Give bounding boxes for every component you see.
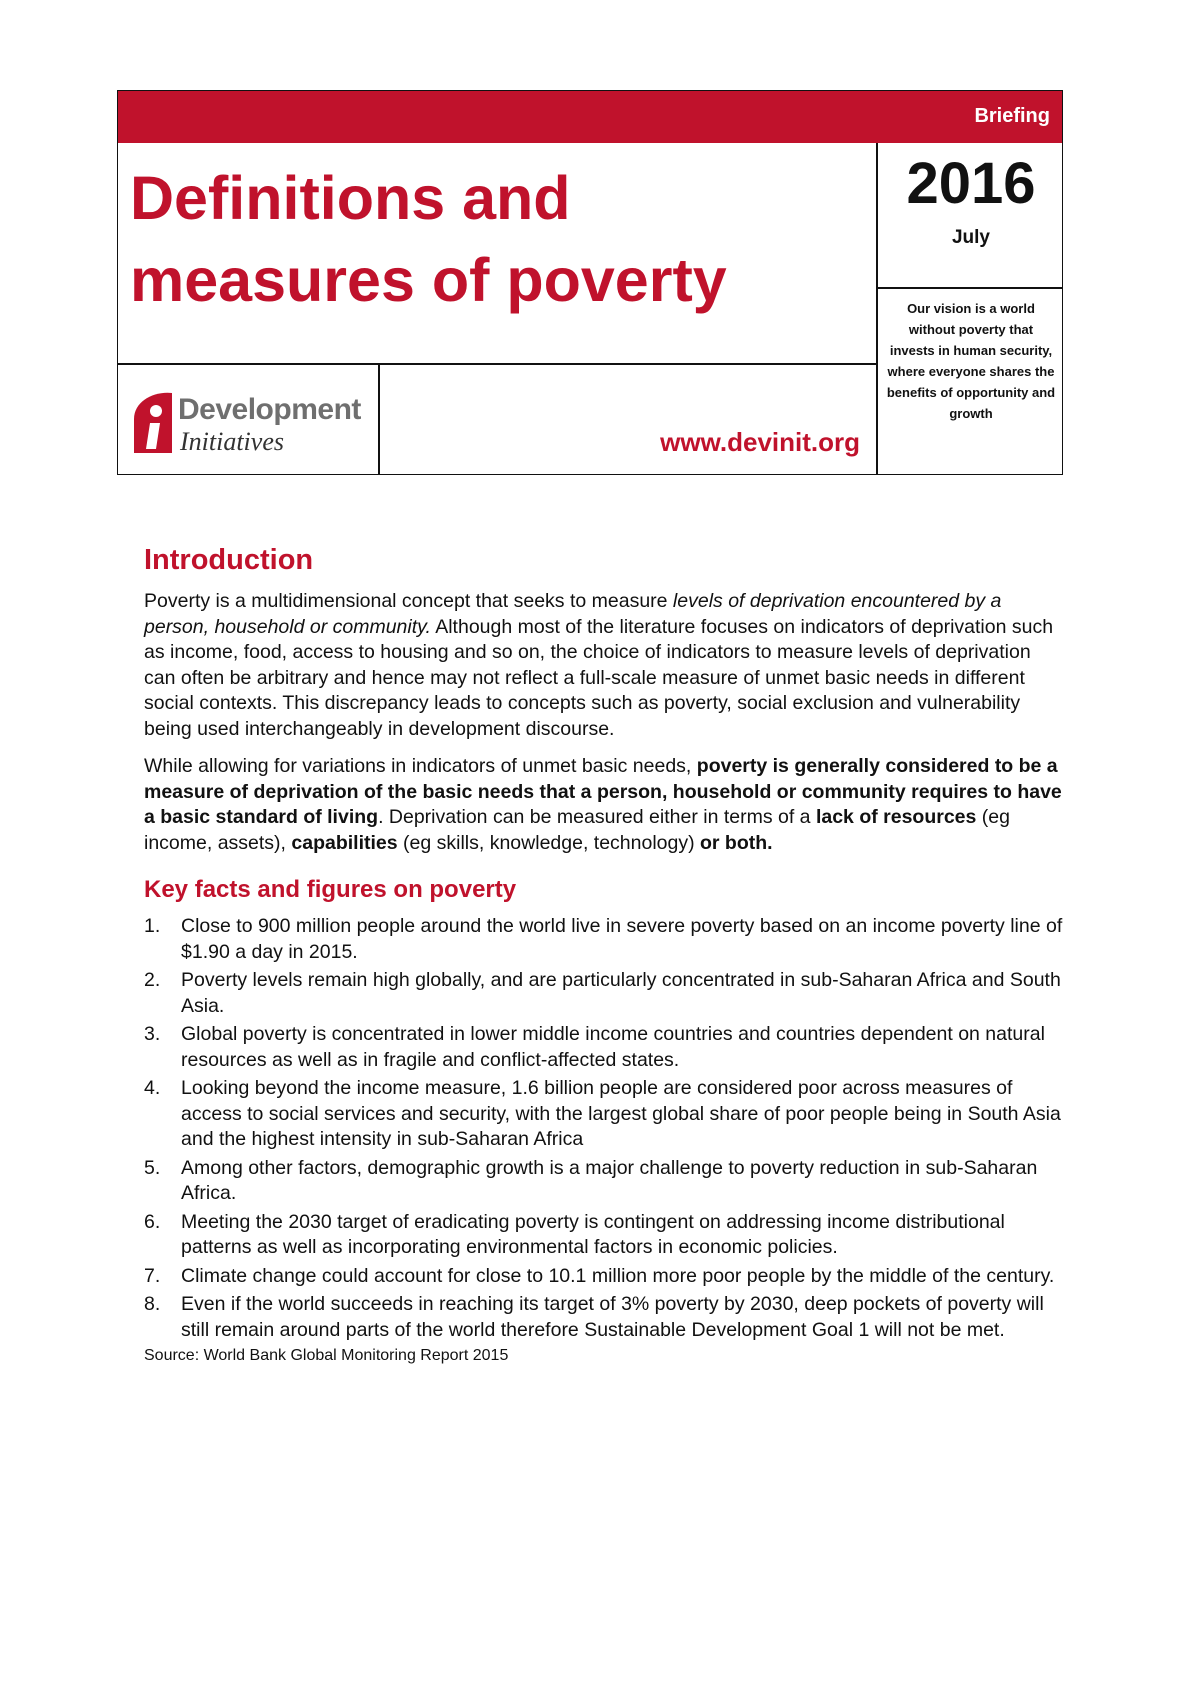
intro-paragraph-1 — [144, 589, 1064, 742]
list-item-text: Close to 900 million people around the world live in severe poverty based on an income poverty line of $1.90 a day in 2015. — [181, 915, 1063, 963]
divider-horizontal-left — [118, 363, 876, 365]
intro-paragraph-2 — [144, 754, 1064, 856]
p2-text-bold-capabilities: capabilities — [291, 831, 398, 854]
list-item-number: 4. — [144, 1077, 161, 1099]
list-item-text: Global poverty is concentrated in lower middle income countries and countries dependent on natural resources as well as in fragile and conflict-affected states. — [181, 1023, 1045, 1071]
list-item-text: Looking beyond the income measure, 1.6 billion people are considered poor across measures of access to social services and security, with the largest global share of poor people being in South Asia and the highest intensity in sub-Saharan Africa — [181, 1077, 1061, 1150]
list-item-text: Even if the world succeeds in reaching its target of 3% poverty by 2030, deep pockets of poverty will still remain around parts of the world therefore Sustainable Development Goal 1 will not be met. — [181, 1293, 1044, 1341]
logo-text-development: Development — [178, 393, 361, 426]
list-item-number: 5. — [144, 1156, 161, 1179]
main-content — [144, 544, 1064, 1365]
list-item — [144, 1076, 1064, 1153]
divider-horizontal-right — [876, 287, 1062, 289]
p2-text-bold-both: or both. — [700, 831, 773, 854]
divider-vertical-logo — [378, 363, 380, 474]
list-item — [144, 1210, 1064, 1261]
logo-text-initiatives: Initiatives — [180, 427, 284, 456]
page-title — [130, 157, 860, 322]
publication-month: July — [951, 227, 991, 248]
p2-text-c: . Deprivation can be measured either in terms of a — [378, 806, 816, 828]
list-item-text: Poverty levels remain high globally, and are particularly concentrated in sub-Saharan Africa and South Asia. — [181, 969, 1061, 1017]
vision-statement: Our vision is a world without poverty that invests in human security, where everyone shares the benefits of opportunity and growth — [886, 301, 1056, 421]
p2-text-g: (eg skills, knowledge, technology) — [397, 831, 701, 854]
title-line-2: measures of poverty — [130, 246, 727, 315]
list-item-number: 8. — [144, 1293, 161, 1315]
list-item — [144, 1264, 1064, 1290]
key-facts-section — [144, 876, 1064, 1365]
website-link[interactable]: www.devinit.org — [660, 427, 860, 457]
p2-text-bold-resources: lack of resources — [815, 806, 977, 828]
list-item — [144, 968, 1064, 1019]
list-item-text: Among other factors, demographic growth is a major challenge to poverty reduction in sub-Saharan Africa. — [181, 1156, 1038, 1204]
p2-text-a: While allowing for variations in indicators of unmet basic needs, — [144, 755, 697, 777]
intro-heading: Introduction — [144, 544, 314, 576]
list-item-number: 2. — [144, 969, 161, 991]
p1-text-c: Although most of the literature focuses on indicators of deprivation such as income, food, access to housing and so on, the choice of indicators to measure levels of deprivation can often be arbitrary and hence may not reflect a full-scale measure of unmet basic needs in different social contexts. This discrepancy leads to concepts such as poverty, social exclusion and vulnerability being used interchangeably in development discourse. — [144, 615, 1054, 740]
title-line-1: Definitions and — [130, 164, 571, 232]
list-item-number: 3. — [144, 1023, 161, 1045]
list-item-number: 7. — [144, 1264, 161, 1287]
list-item-text: Meeting the 2030 target of eradicating poverty is contingent on addressing income distributional patterns as well as incorporating environmental factors in economic policies. — [181, 1210, 1005, 1258]
source-note: Source: World Bank Global Monitoring Report 2015 — [144, 1347, 509, 1364]
key-facts-heading: Key facts and figures on poverty — [144, 876, 517, 903]
p2-text-bold-definition: poverty is generally considered to be a measure of deprivation of the basic needs that a person, household or community requires to have a basic standard of living — [144, 755, 1062, 828]
p1-text-a: Poverty is a multidimensional concept that seeks to measure — [144, 590, 673, 612]
development-initiatives-logo — [130, 389, 378, 461]
list-item-number: 6. — [144, 1210, 161, 1233]
header-band — [118, 91, 1062, 143]
list-item-number: 1. — [144, 915, 161, 937]
briefing-label: Briefing — [974, 105, 1050, 127]
logo-mark-icon — [130, 389, 174, 457]
p1-text-emphasis: levels of deprivation encountered by a person, household or community. — [144, 590, 1002, 638]
list-item-text: Climate change could account for close to 10.1 million more poor people by the middle of the century. — [181, 1264, 1055, 1287]
key-facts-list — [144, 914, 1064, 1343]
briefing-header — [117, 90, 1063, 475]
list-item — [144, 1156, 1064, 1207]
list-item — [144, 1022, 1064, 1073]
p2-text-e: (eg income, assets), — [144, 806, 1010, 854]
list-item — [144, 914, 1064, 965]
publication-year: 2016 — [906, 151, 1036, 216]
list-item — [144, 1292, 1064, 1343]
